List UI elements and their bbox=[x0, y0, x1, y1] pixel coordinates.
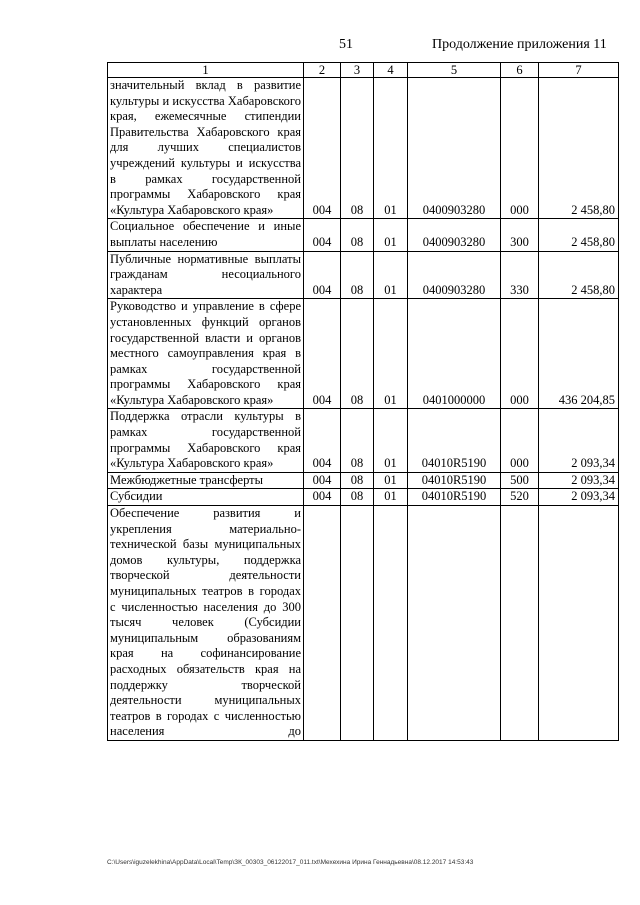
amount: 2 458,80 bbox=[539, 219, 619, 251]
subsection-code: 01 bbox=[374, 219, 408, 251]
amount: 2 458,80 bbox=[539, 251, 619, 299]
amount: 2 458,80 bbox=[539, 78, 619, 219]
subsection-code: 01 bbox=[374, 299, 408, 409]
file-path-footer: C:\Users\iguzelekhina\AppData\Local\Temp\ЗК_00303_06122017_011.txt\Мехехина Ирина Геннадьевна\08.12.2017 14:53:43 bbox=[107, 859, 474, 866]
target-article-code bbox=[408, 506, 501, 741]
table-row bbox=[108, 506, 619, 741]
ministry-code: 004 bbox=[304, 472, 341, 489]
column-header: 6 bbox=[501, 63, 539, 78]
expense-type-code: 520 bbox=[501, 489, 539, 506]
target-article-code: 0401000000 bbox=[408, 299, 501, 409]
table-row bbox=[108, 251, 619, 299]
ministry-code: 004 bbox=[304, 251, 341, 299]
section-code: 08 bbox=[341, 219, 374, 251]
target-article-code: 0400903280 bbox=[408, 251, 501, 299]
row-name: Субсидии bbox=[108, 489, 304, 506]
target-article-code: 04010R5190 bbox=[408, 409, 501, 472]
target-article-code: 0400903280 bbox=[408, 219, 501, 251]
subsection-code: 01 bbox=[374, 251, 408, 299]
target-article-code: 04010R5190 bbox=[408, 472, 501, 489]
expense-type-code: 500 bbox=[501, 472, 539, 489]
amount: 2 093,34 bbox=[539, 489, 619, 506]
page-number: 51 bbox=[339, 37, 353, 52]
appendix-caption: Продолжение приложения 11 bbox=[432, 37, 607, 52]
row-name: Публичные нормативные выплаты гражданам несоциального характера bbox=[108, 251, 304, 299]
subsection-code: 01 bbox=[374, 472, 408, 489]
table-header-row bbox=[108, 63, 619, 78]
expense-type-code: 330 bbox=[501, 251, 539, 299]
table-row bbox=[108, 299, 619, 409]
column-header: 7 bbox=[539, 63, 619, 78]
column-header: 2 bbox=[304, 63, 341, 78]
row-name: Поддержка отрасли культуры в рамках государственной программы Хабаровского края «Культура Хабаровского края» bbox=[108, 409, 304, 472]
table-row bbox=[108, 219, 619, 251]
row-name: Межбюджетные трансферты bbox=[108, 472, 304, 489]
table-row bbox=[108, 472, 619, 489]
row-name: Социальное обеспечение и иные выплаты населению bbox=[108, 219, 304, 251]
expense-type-code: 000 bbox=[501, 409, 539, 472]
section-code: 08 bbox=[341, 78, 374, 219]
section-code: 08 bbox=[341, 472, 374, 489]
row-name: Руководство и управление в сфере установленных функций органов государственной власти и органов местного самоуправления края в рамках государственной программы Хабаровского края «Культура Хабаровского края» bbox=[108, 299, 304, 409]
column-header: 5 bbox=[408, 63, 501, 78]
section-code: 08 bbox=[341, 299, 374, 409]
column-header: 4 bbox=[374, 63, 408, 78]
table-row bbox=[108, 409, 619, 472]
amount bbox=[539, 506, 619, 741]
expense-type-code: 000 bbox=[501, 299, 539, 409]
target-article-code: 04010R5190 bbox=[408, 489, 501, 506]
budget-table bbox=[107, 62, 619, 741]
ministry-code: 004 bbox=[304, 219, 341, 251]
amount: 2 093,34 bbox=[539, 409, 619, 472]
subsection-code bbox=[374, 506, 408, 741]
table-row bbox=[108, 489, 619, 506]
ministry-code: 004 bbox=[304, 299, 341, 409]
subsection-code: 01 bbox=[374, 489, 408, 506]
ministry-code bbox=[304, 506, 341, 741]
column-header: 1 bbox=[108, 63, 304, 78]
expense-type-code: 000 bbox=[501, 78, 539, 219]
section-code: 08 bbox=[341, 489, 374, 506]
section-code bbox=[341, 506, 374, 741]
subsection-code: 01 bbox=[374, 409, 408, 472]
expense-type-code bbox=[501, 506, 539, 741]
ministry-code: 004 bbox=[304, 78, 341, 219]
row-name: Обеспечение развития и укрепления материально-технической базы муниципальных домов культуры, поддержка творческой деятельности муниципальных театров в городах с численностью населения до 300 тысяч человек (Субсидии муниципальным образованиям края на софинансирование расходных обязательств края на поддержку творческой деятельности муниципальных театров в городах с численностью населения до bbox=[108, 506, 304, 741]
ministry-code: 004 bbox=[304, 409, 341, 472]
table-row bbox=[108, 78, 619, 219]
expense-type-code: 300 bbox=[501, 219, 539, 251]
target-article-code: 0400903280 bbox=[408, 78, 501, 219]
column-header: 3 bbox=[341, 63, 374, 78]
subsection-code: 01 bbox=[374, 78, 408, 219]
row-name: значительный вклад в развитие культуры и искусства Хабаровского края, ежемесячные стипендии Правительства Хабаровского края для лучших специалистов учреждений культуры и искусства в рамках государственной программы Хабаровского края «Культура Хабаровского края» bbox=[108, 78, 304, 219]
amount: 2 093,34 bbox=[539, 472, 619, 489]
amount: 436 204,85 bbox=[539, 299, 619, 409]
section-code: 08 bbox=[341, 251, 374, 299]
ministry-code: 004 bbox=[304, 489, 341, 506]
section-code: 08 bbox=[341, 409, 374, 472]
